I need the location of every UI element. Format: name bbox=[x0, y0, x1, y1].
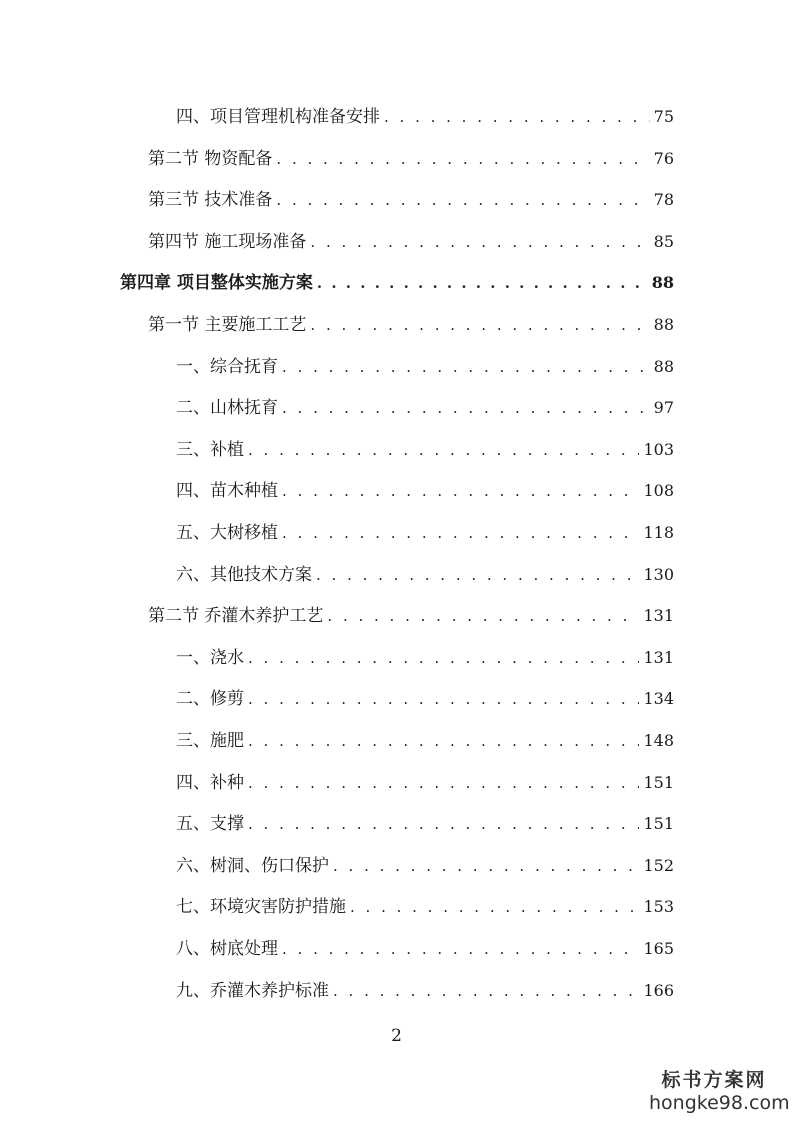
toc-entry-page: 88 bbox=[651, 273, 674, 292]
toc-dot-leader bbox=[248, 769, 639, 797]
toc-entry-label: 三、补植 bbox=[176, 440, 244, 460]
watermark-title: 标书方案网 bbox=[661, 1069, 767, 1091]
toc-entry-page: 108 bbox=[643, 481, 674, 500]
toc-entry-page: 152 bbox=[643, 856, 674, 875]
toc-entry-page: 130 bbox=[643, 565, 674, 584]
toc-dot-leader bbox=[282, 519, 639, 547]
toc-dot-leader bbox=[276, 145, 649, 173]
toc-entry[interactable] bbox=[176, 685, 674, 713]
toc-entry-page: 151 bbox=[643, 814, 674, 833]
toc-entry[interactable] bbox=[148, 228, 674, 256]
toc-entry-label: 一、综合抚育 bbox=[176, 357, 278, 377]
toc-entry-page: 78 bbox=[653, 190, 674, 209]
toc-dot-leader bbox=[327, 602, 639, 630]
toc-entry-label: 第四章 项目整体实施方案 bbox=[120, 273, 313, 293]
toc-dot-leader bbox=[282, 394, 650, 422]
toc-entry[interactable] bbox=[176, 977, 674, 1005]
toc-entry-page: 148 bbox=[643, 731, 674, 750]
toc-entry[interactable] bbox=[148, 602, 674, 630]
watermark-logo bbox=[649, 1068, 790, 1114]
toc-entry-page: 134 bbox=[643, 689, 674, 708]
toc-entry[interactable] bbox=[176, 519, 674, 547]
toc-dot-leader bbox=[248, 810, 639, 838]
toc-dot-leader bbox=[248, 727, 639, 755]
toc-entry[interactable] bbox=[176, 353, 674, 381]
toc-entry[interactable] bbox=[176, 852, 674, 880]
toc-entry-label: 四、项目管理机构准备安排 bbox=[176, 107, 380, 127]
toc-entry-page: 165 bbox=[643, 939, 674, 958]
toc-entry[interactable] bbox=[148, 145, 674, 173]
toc-entry-label: 第二节 乔灌木养护工艺 bbox=[148, 606, 324, 626]
toc-entry[interactable] bbox=[176, 561, 674, 589]
toc-entry-label: 一、浇水 bbox=[176, 648, 244, 668]
toc-entry-label: 第四节 施工现场准备 bbox=[148, 232, 307, 252]
toc-entry-label: 七、环境灾害防护措施 bbox=[176, 897, 346, 917]
toc-entry[interactable] bbox=[176, 477, 674, 505]
toc-entry-label: 四、补种 bbox=[176, 773, 244, 793]
toc-entry-page: 151 bbox=[643, 773, 674, 792]
toc-entry-page: 88 bbox=[653, 315, 674, 334]
toc-entry-page: 85 bbox=[653, 232, 674, 251]
toc-entry-page: 153 bbox=[643, 897, 674, 916]
toc-entry[interactable] bbox=[120, 269, 674, 297]
toc-dot-leader bbox=[282, 353, 650, 381]
toc-entry-label: 四、苗木种植 bbox=[176, 481, 278, 501]
toc-entry-label: 六、其他技术方案 bbox=[176, 565, 312, 585]
toc-entry[interactable] bbox=[176, 644, 674, 672]
toc-dot-leader bbox=[310, 228, 649, 256]
toc-entry-label: 二、山林抚育 bbox=[176, 398, 278, 418]
toc-entry[interactable] bbox=[148, 186, 674, 214]
toc-entry[interactable] bbox=[176, 394, 674, 422]
toc-entry[interactable] bbox=[176, 727, 674, 755]
toc-entry-label: 第二节 物资配备 bbox=[148, 149, 273, 169]
toc-dot-leader bbox=[248, 685, 639, 713]
toc-dot-leader bbox=[317, 269, 648, 297]
toc-entry-page: 166 bbox=[643, 981, 674, 1000]
toc-entry-label: 六、树洞、伤口保护 bbox=[176, 856, 329, 876]
toc-entry-page: 103 bbox=[643, 440, 674, 459]
toc-entry[interactable] bbox=[176, 769, 674, 797]
toc-entry[interactable] bbox=[176, 436, 674, 464]
toc-entry[interactable] bbox=[148, 311, 674, 339]
watermark-url: hongke98.com bbox=[649, 1092, 790, 1114]
toc-entry-label: 第三节 技术准备 bbox=[148, 190, 273, 210]
toc-entry[interactable] bbox=[176, 810, 674, 838]
toc-dot-leader bbox=[333, 852, 639, 880]
toc-dot-leader bbox=[350, 893, 639, 921]
page-number: 2 bbox=[391, 1026, 402, 1046]
toc-dot-leader bbox=[276, 186, 649, 214]
toc-entry-page: 75 bbox=[653, 107, 674, 126]
toc-dot-leader bbox=[282, 935, 639, 963]
toc-dot-leader bbox=[282, 477, 639, 505]
toc-entry[interactable] bbox=[176, 103, 674, 131]
toc-entry[interactable] bbox=[176, 893, 674, 921]
toc-dot-leader bbox=[248, 644, 639, 672]
toc-entry-label: 八、树底处理 bbox=[176, 939, 278, 959]
toc-entry-page: 118 bbox=[643, 523, 674, 542]
toc-entry-label: 三、施肥 bbox=[176, 731, 244, 751]
toc-entry-page: 131 bbox=[643, 648, 674, 667]
toc-entry-page: 97 bbox=[653, 398, 674, 417]
toc-dot-leader bbox=[316, 561, 639, 589]
toc-dot-leader bbox=[384, 103, 650, 131]
toc-entry-label: 第一节 主要施工工艺 bbox=[148, 315, 307, 335]
toc-entry-page: 76 bbox=[653, 149, 674, 168]
toc-entry-label: 五、支撑 bbox=[176, 814, 244, 834]
toc-dot-leader bbox=[333, 977, 639, 1005]
toc-entry-page: 88 bbox=[653, 357, 674, 376]
toc-dot-leader bbox=[310, 311, 649, 339]
toc-entry[interactable] bbox=[176, 935, 674, 963]
toc-entry-label: 二、修剪 bbox=[176, 689, 244, 709]
toc-entry-page: 131 bbox=[643, 606, 674, 625]
toc-entry-label: 五、大树移植 bbox=[176, 523, 278, 543]
toc-entry-label: 九、乔灌木养护标准 bbox=[176, 981, 329, 1001]
toc-dot-leader bbox=[248, 436, 639, 464]
